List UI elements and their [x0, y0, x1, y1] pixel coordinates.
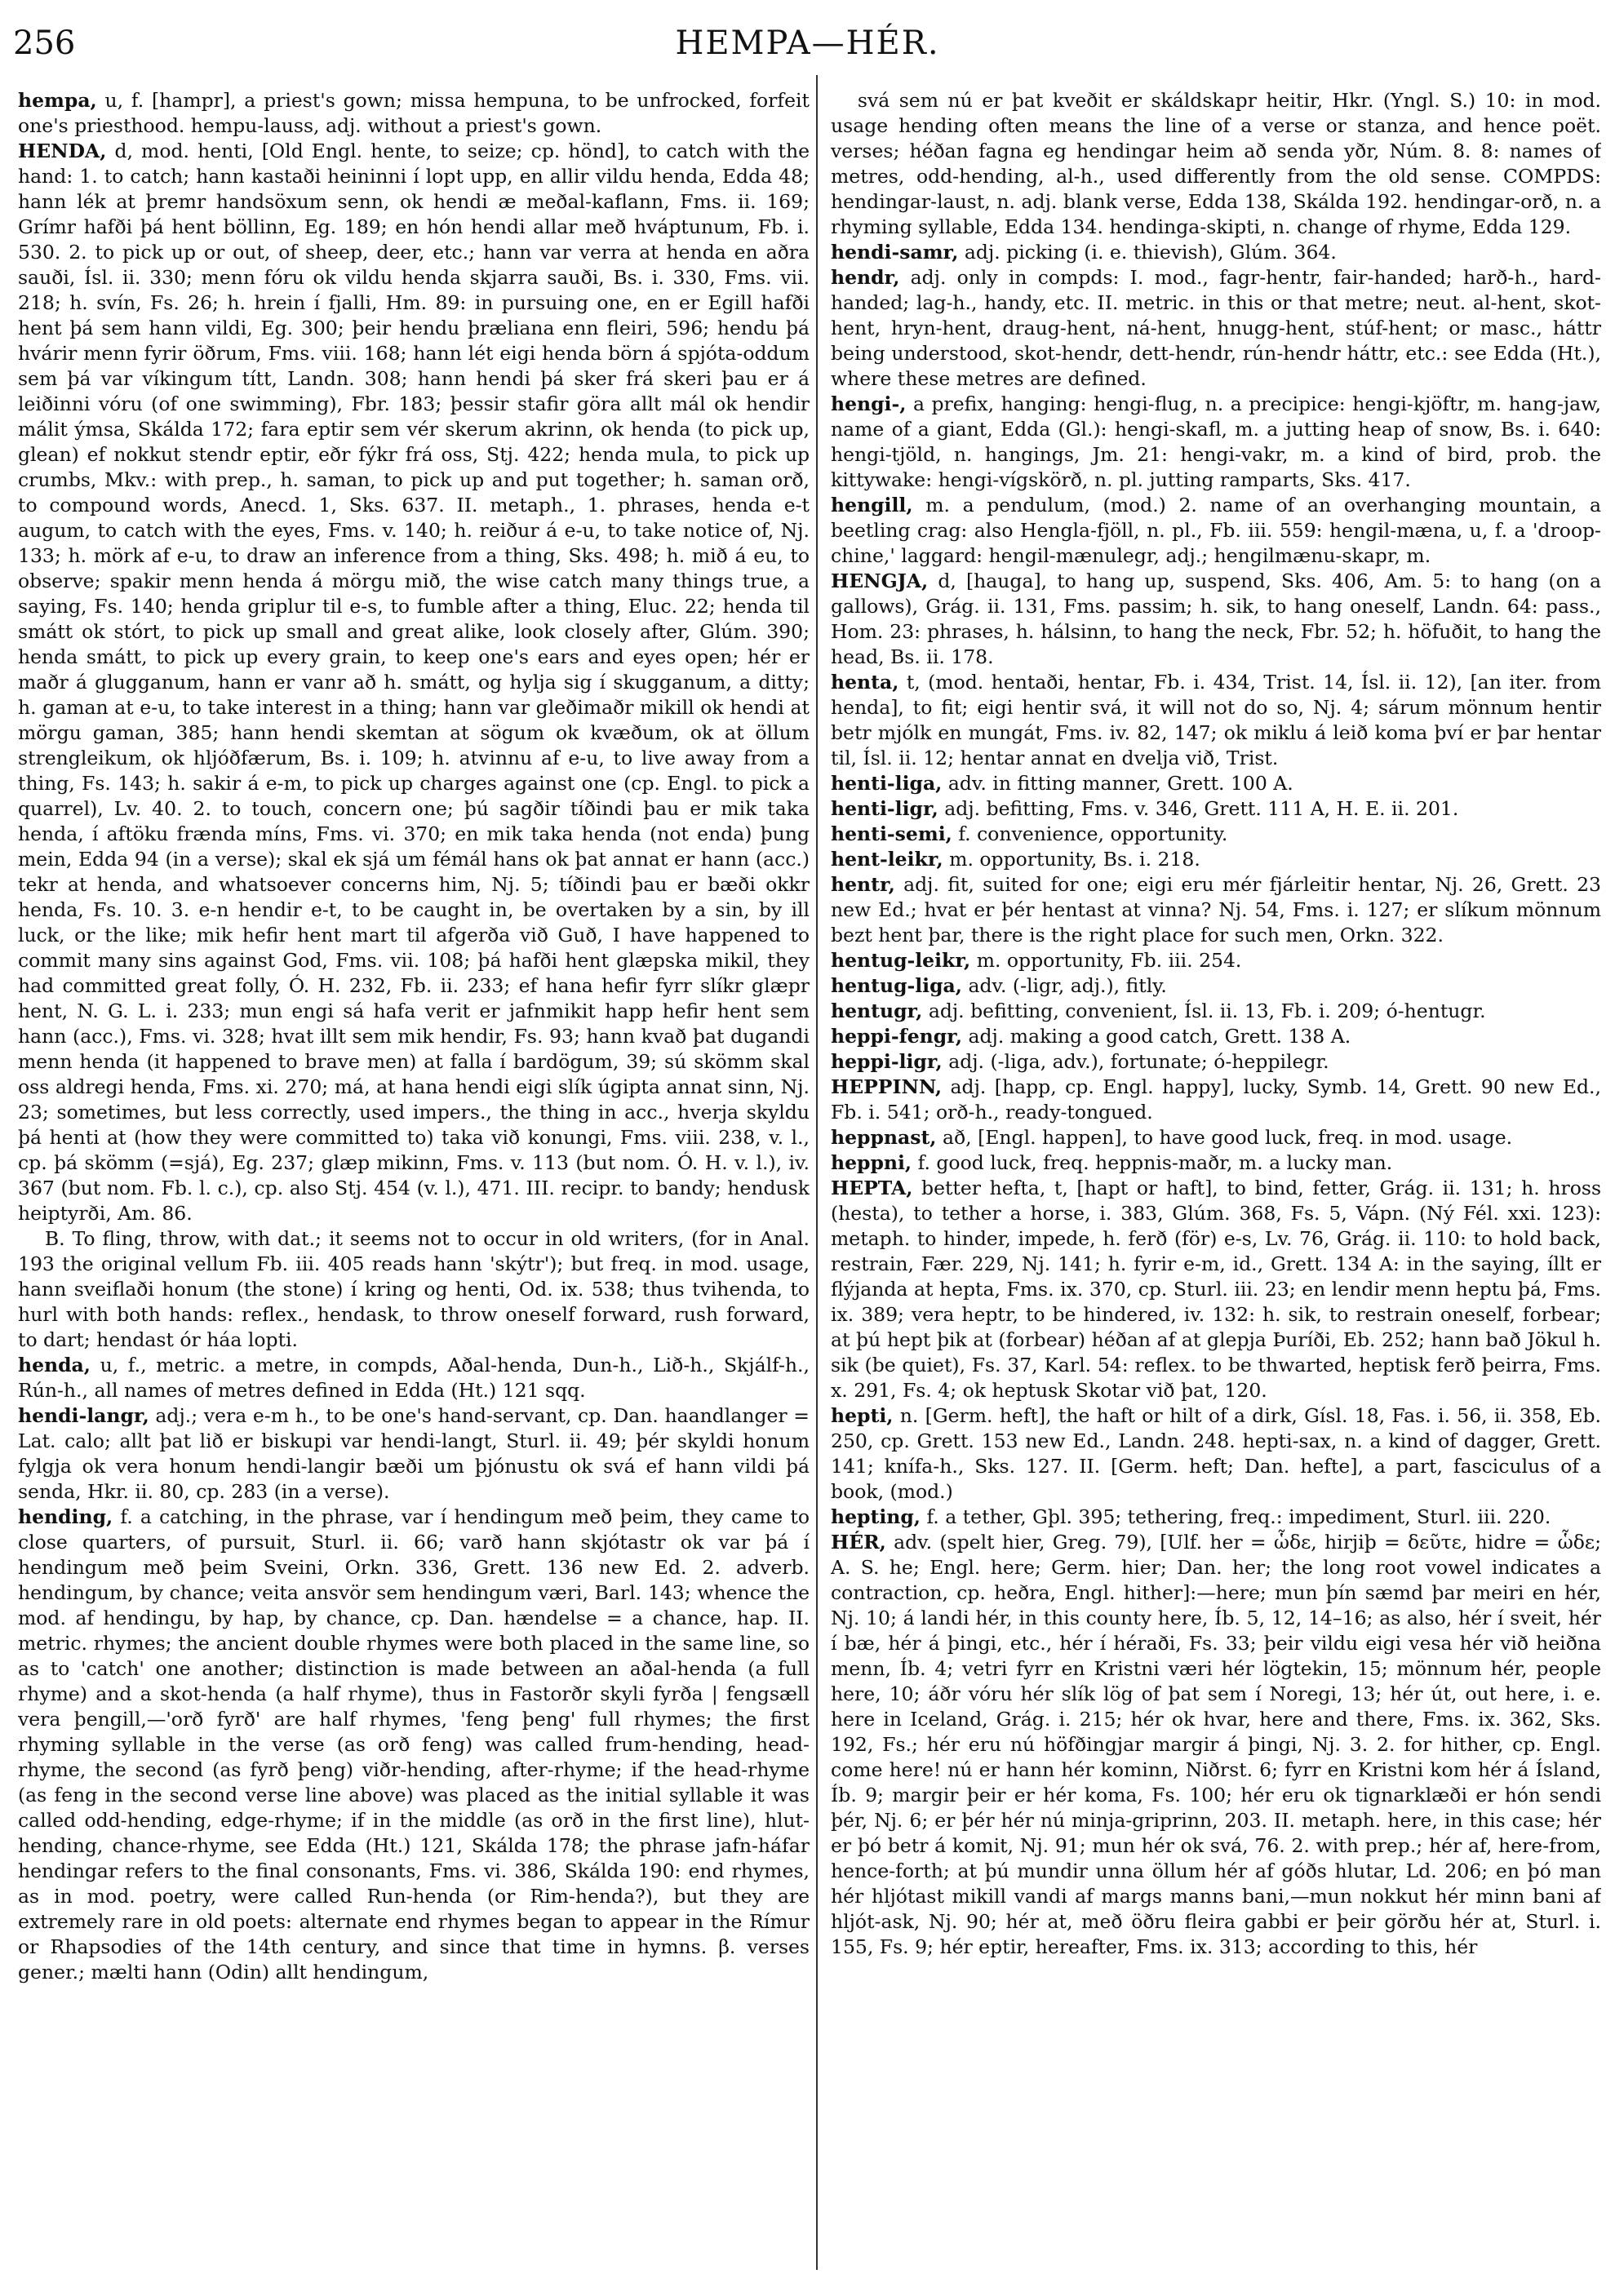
- dictionary-entry: [831, 265, 1601, 392]
- dictionary-entry: [831, 847, 1601, 872]
- right-column: [831, 88, 1601, 2275]
- dictionary-entry: [831, 872, 1601, 948]
- dictionary-entry: [831, 771, 1601, 796]
- dictionary-entry: [831, 1505, 1601, 1530]
- dictionary-entry: [831, 796, 1601, 822]
- entry-text: adj. befitting, convenient, Ísl. ii. 13, Fb. i. 209; ó-hentugr.: [928, 1000, 1486, 1022]
- entry-text: m. a pendulum, (mod.) 2. name of an overhanging mountain, a beetling crag: also Hengla-fjöll, n. pl., Fb. iii. 559: hengil-mæna, u, f. a 'droop-chine,' laggard: hengil-mænulegr, adj.; hengilmænu-skapr, m.: [831, 494, 1601, 567]
- entry-text: að, [Engl. happen], to have good luck, freq. in mod. usage.: [942, 1126, 1513, 1149]
- entry-text: t, (mod. hentaði, hentar, Fb. i. 434, Trist. 14, Ísl. ii. 12), [an iter. from henda], to fit; eigi hentir svá, it will not do so, Nj. 4; sárum mönnum hentir betr mjólk en mungát, Fms. iv. 82, 147; ok miklu á leið koma því er þar hentar til, Ísl. ii. 12; hentar annat en dvelja við, Trist.: [831, 671, 1601, 769]
- entry-text: m. opportunity, Bs. i. 218.: [949, 848, 1200, 871]
- headword: henti-semi,: [831, 822, 952, 845]
- entry-text: adj.; vera e-m h., to be one's hand-servant, cp. Dan. haandlanger = Lat. calo; allt þat lið er biskupi var hendi-langt, Sturl. ii. 49; þér skyldi honum fylgja ok vera honum hendi-langir bæði um þjónustu ok svá ef hann vildi þá senda, Hkr. ii. 80, cp. 283 (in a verse).: [18, 1404, 810, 1503]
- headword: hepting,: [831, 1505, 921, 1528]
- dictionary-entry: [18, 139, 810, 1226]
- dictionary-entry: [831, 1176, 1601, 1403]
- entry-text: f. a tether, Gþl. 395; tethering, freq.: impediment, Sturl. iii. 220.: [926, 1505, 1551, 1528]
- headword: henta,: [831, 671, 899, 694]
- headword: hending,: [18, 1505, 113, 1528]
- headword: henti-ligr,: [831, 797, 938, 820]
- headword: HEPPINN,: [831, 1075, 943, 1098]
- running-head: HEMPA—HÉR.: [675, 24, 940, 62]
- entry-text: f. good luck, freq. heppnis-maðr, m. a lucky man.: [917, 1151, 1393, 1174]
- headword: HEPTA,: [831, 1177, 913, 1199]
- headword: hendr,: [831, 266, 900, 289]
- dictionary-entry: [831, 88, 1601, 240]
- entry-text: adv. in fitting manner, Grett. 100 A.: [947, 772, 1293, 795]
- headword: hent-leikr,: [831, 848, 943, 871]
- entry-text: adj. (-liga, adv.), fortunate; ó-heppilegr.: [948, 1050, 1329, 1073]
- dictionary-entry: [831, 999, 1601, 1024]
- headword: heppni,: [831, 1151, 912, 1174]
- entry-text: n. [Germ. heft], the haft or hilt of a dirk, Gísl. 18, Fas. i. 56, ii. 358, Eb. 250, cp. Grett. 153 new Ed., Landn. 248. hepti-sax, n. a kind of dagger, Grett. 141; knífa-h., Sks. 127. II. [Germ. heft; Dan. hefte], a part, fasciculus of a book, (mod.): [831, 1404, 1601, 1503]
- left-column: [18, 88, 810, 2275]
- dictionary-entry: [831, 1049, 1601, 1075]
- entry-text: f. convenience, opportunity.: [958, 822, 1228, 845]
- dictionary-entry: [831, 1403, 1601, 1505]
- headword: henti-liga,: [831, 772, 943, 795]
- entry-text: adj. befitting, Fms. v. 346, Grett. 111 A, H. E. ii. 201.: [944, 797, 1459, 820]
- dictionary-entry: [831, 973, 1601, 999]
- dictionary-entry: [831, 1150, 1601, 1176]
- page-header: [0, 24, 1615, 73]
- page-number: 256: [13, 24, 76, 62]
- headword: hepti,: [831, 1404, 894, 1427]
- dictionary-entry: [831, 1075, 1601, 1125]
- entry-text: d, [hauga], to hang up, suspend, Sks. 406, Am. 5: to hang (on a gallows), Grág. ii. 131, Fms. passim; h. sik, to hang oneself, Landn. 64: pass., Hom. 23: phrases, h. hálsinn, to hang the neck, Fbr. 52; h. höfuðit, to hang the head, Bs. ii. 178.: [831, 570, 1601, 668]
- headword: hentug-liga,: [831, 974, 962, 997]
- entry-text: m. opportunity, Fb. iii. 254.: [976, 949, 1242, 972]
- headword: heppnast,: [831, 1126, 937, 1149]
- entry-text: adj. picking (i. e. thievish), Glúm. 364.: [964, 241, 1337, 264]
- dictionary-entry: [831, 392, 1601, 493]
- dictionary-entry: [831, 1530, 1601, 1960]
- entry-text: d, mod. henti, [Old Engl. hente, to seize; cp. hönd], to catch with the hand: 1. to catch; hann kastaði heininni í lopt upp, en allir vildu henda, Edda 48; hann lék at þremr handsöxum senn, ok hendi æ meðal-kaflann, Fms. ii. 169; Grímr hafði þá hent böllinn, Eg. 189; en hón hendi allar með hváptunum, Fb. i. 530. 2. to pick up or out, of sheep, deer, etc.; hann var verra at henda en aðra sauði, Ísl. ii. 330; menn fóru ok vildu henda skjarra sauði, Bs. i. 330, Fms. vii. 218; h. svín, Fs. 26; h. hrein í fjalli, Hm. 89: in pursuing one, en er Egill hafði hent þá sem hann vildi, Eg. 300; þeir hendu þræliana enn fleiri, 596; hendu þá hvárir menn fyrir öðrum, Fms. viii. 168; hann lét eigi henda börn á spjóta-oddum sem þá var víkingum títt, Landn. 308; hann hendi þá sker frá skeri þau er á leiðinni vóru (of one swimming), Fbr. 183; þessir stafir göra allt mál ok hendir málit ýmsa, Skálda 172; fara eptir sem vér skerum akrinn, ok henda (to pick up, glean) ef nokkut stendr eptir, eðr fýkr frá oss, Stj. 422; henda mula, to pick up crumbs, Mkv.: with prep., h. saman, to pick up and put together; h. saman orð, to compound words, Anecd. 1, Sks. 637. II. metaph., 1. phrases, henda e-t augum, to catch with the eyes, Fms. v. 140; h. reiður á e-u, to take notice of, Nj. 133; h. mörk af e-u, to draw an inference from a thing, Sks. 498; h. mið á eu, to observe; spakir menn henda á mörgu mið, the wise catch many things true, a saying, Fs. 140; henda griplur til e-s, to fumble after a thing, Eluc. 22; henda til smátt ok stórt, to pick up small and great alike, look closely after, Glúm. 390; henda smátt, to pick up every grain, to keep one's ears and eyes open; hér er maðr á glugganum, hann er vanr að h. smátt, og hylja sig í skugganum, a ditty; h. gaman at e-u, to take interest in a thing; hann var gleðimaðr mikill ok hendi at mörgu gaman, 385; hann hendi skemtan at sögum ok kvæðum, ok at öllum strengleikum, ok hljóðfærum, Bs. i. 109; h. atvinnu af e-u, to live away from a thing, Fs. 143; h. sakir á e-m, to pick up charges against one (cp. Engl. to pick a quarrel), Lv. 40. 2. to touch, concern one; þú sagðir tíðindi þau er mik taka henda, í aftöku frænda míns, Fms. vi. 370; en mik taka henda (not enda) þung mein, Edda 94 (in a verse); skal ek sjá um fémál hans ok þat annat er hann (acc.) tekr at henda, and whatsoever concerns him, Nj. 5; tíðindi þau er bæði okkr henda, Fs. 10. 3. e-n hendir e-t, to be caught in, be overtaken by a sin, by ill luck, or the like; mik hefir hent mart til afgerða við Guð, I have happened to commit many sins against God, Fms. vii. 108; þá hafði hent glæpska mikil, they had committed great folly, Ó. H. 232, Fb. ii. 233; ef hana hefir fyrr slíkr glæpr hent, N. G. L. i. 233; mun engi sá hafa verit er jafnmikit happ hefir hent sem hann (acc.), Fms. vi. 328; hvat illt sem mik hendir, Fs. 93; hann kvað þat dugandi menn henda (it happened to brave men) at falla í bardögum, 39; sú skömm skal oss aldregi henda, Fms. xi. 270; má, at hana hendi eigi slík úgipta annat sinn, Nj. 23; sometimes, but less correctly, used impers., the thing in acc., hverja skyldu þá henti at (how they were committed to) taka við konungi, Fms. viii. 238, v. l., cp. þá skömm (=sjá), Eg. 237; glæp mikinn, Fms. v. 113 (but nom. Ó. H. v. l.), iv. 367 (but nom. Fb. l. c.), cp. also Stj. 454 (v. l.), 471. III. recipr. to bandy; hendusk heiptyrði, Am. 86.: [18, 140, 810, 1225]
- dictionary-entry: [18, 88, 810, 139]
- entry-text: adj. making a good catch, Grett. 138 A.: [968, 1025, 1351, 1048]
- dictionary-entry: [831, 569, 1601, 670]
- headword: hengill,: [831, 494, 913, 516]
- entry-text: B. To fling, throw, with dat.; it seems not to occur in old writers, (for in Anal. 193 the original vellum Fb. iii. 405 reads hann 'skýtr'); but freq. in mod. usage, hann sveiflaði honum (the stone) í kring og henti, Od. ix. 538; thus tvihenda, to hurl with both hands: reflex., hendask, to throw oneself forward, rush forward, to dart; hendast ór háa lopti.: [18, 1227, 810, 1351]
- dictionary-entry: [18, 1403, 810, 1505]
- entry-text: u, f., metric. a metre, in compds, Aðal-henda, Dun-h., Lið-h., Skjálf-h., Rún-h., all names of metres defined in Edda (Ht.) 121 sqq.: [18, 1354, 810, 1402]
- entry-text: adj. only in compds: I. mod., fagr-hentr, fair-handed; harð-h., hard-handed; lag-h., handy, etc. II. metric. in this or that metre; neut. al-hent, skot-hent, hryn-hent, draug-hent, ná-hent, hnugg-hent, stúf-hent; or masc., háttr being understood, skot-hendr, dett-hendr, rún-hendr háttr, etc.: see Edda (Ht.), where these metres are defined.: [831, 266, 1601, 390]
- headword: hentr,: [831, 873, 895, 896]
- headword: hentug-leikr,: [831, 949, 971, 972]
- headword: hentugr,: [831, 1000, 923, 1022]
- entry-text: adj. fit, suited for one; eigi eru mér fjárleitir hentar, Nj. 26, Grett. 23 new Ed.; hvat er þér hentast at vinna? Nj. 54, Fms. i. 127; er slíkum mönnum bezt hent þar, there is the right place for such men, Orkn. 322.: [831, 873, 1601, 946]
- dictionary-entry: [831, 493, 1601, 569]
- headword: HENGJA,: [831, 570, 929, 592]
- entry-text: adv. (spelt hier, Greg. 79), [Ulf. her = ὧδε, hirjiþ = δεῦτε, hidre = ὧδε; A. S. he; Engl. here; Germ. hier; Dan. her; the long root vowel indicates a contraction, cp. heðra, Engl. hither]:—here; mun þín sæmd þar meiri en hér, Nj. 10; á landi hér, in this county here, Íb. 5, 12, 14–16; as also, hér í sveit, hér í bæ, hér á þingi, etc., hér í héraði, Fs. 33; þeir vildu eigi vesa hér við heiðna menn, Íb. 4; vetri fyrr en Kristni væri hér lögtekin, 15; mönnum hér, people here, 10; áðr vóru hér slík lög of þat sem í Noregi, 13; hér út, out here, i. e. here in Iceland, Grág. i. 215; hér ok hvar, here and there, Fms. ix. 362, Sks. 192, Fs.; hér eru nú höfðingjar margir á þingi, Nj. 3. 2. for hither, cp. Engl. come here! nú er hann hér kominn, Niðrst. 6; fyrr en Kristni kom hér á Ísland, Íb. 9; margir þeir er hér koma, Fs. 100; hér eru ok tignarklæði er hón sendi þér, Nj. 6; er þér hér nú minja-griprinn, 203. II. metaph. here, in this case; hér er þó betr á komit, Nj. 91; mun hér ok svá, 76. 2. with prep.; hér af, here-from, hence-forth; at þú mundir unna öllum hér af góðs hlutar, Ld. 206; en þó man hér hljótast mikill vandi af margs manns bani,—mun nokkut hér minn bani af hljót-ask, Nj. 90; hér at, með öðru fleira gabbi er þeir görðu hér at, Sturl. i. 155, Fs. 9; hér eptir, hereafter, Fms. ix. 313; according to this, hér: [831, 1531, 1601, 1958]
- entry-text: adj. [happ, cp. Engl. happy], lucky, Symb. 14, Grett. 90 new Ed., Fb. i. 541; orð-h., ready-tongued.: [831, 1075, 1601, 1124]
- headword: henda,: [18, 1354, 91, 1376]
- dictionary-entry: [831, 670, 1601, 771]
- dictionary-entry: [18, 1353, 810, 1403]
- entry-text: f. a catching, in the phrase, var í hendingum með þeim, they came to close quarters, of pursuit, Sturl. ii. 66; varð hann skjótastr ok var þá í hendingum með þeim Sveini, Orkn. 336, Grett. 136 new Ed. 2. adverb. hendingum, by chance; veita ansvör sem hendingum væri, Barl. 143; whence the mod. af hendingu, by hap, by chance, cp. Dan. hændelse = a chance, hap. II. metric. rhymes; the ancient double rhymes were both placed in the same line, so as to 'catch' one another; distinction is made between an aðal-henda (a full rhyme) and a skot-henda (a half rhyme), thus in Fastorðr skyli fyrða | fengsæll vera þengill,—'orð fyrð' are half rhymes, 'feng þeng' full rhymes; the first rhyming syllable in the verse (as orð feng) was called frum-hending, head-rhyme, the second (as fyrð þeng) viðr-hending, after-rhyme; if the head-rhyme (as feng in the second verse line above) was placed as the initial syllable it was called odd-hending, edge-rhyme; if in the middle (as orð in the first line), hlut-hending, chance-rhyme, see Edda (Ht.) 121, Skálda 178; the phrase jafn-háfar hendingar refers to the final consonants, Fms. vi. 386, Skálda 190: end rhymes, as in mod. poetry, were called Run-henda (or Rim-henda?), but they are extremely rare in old poets: alternate end rhymes began to appear in the Rímur or Rhapsodies of the 14th century, and since that time in hymns. β. verses gener.; mælti hann (Odin) allt hendingum,: [18, 1505, 810, 1984]
- dictionary-entry: [18, 1226, 810, 1353]
- entry-text: adv. (-ligr, adj.), fitly.: [968, 974, 1167, 997]
- dictionary-entry: [18, 1505, 810, 1985]
- entry-text: better hefta, t, [hapt or haft], to bind, fetter, Grág. ii. 131; h. hross (hesta), to tether a horse, i. 383, Glúm. 368, Fs. 5, Vápn. (Ný Fél. xxi. 123): metaph. to hinder, impede, h. ferð (för) e-s, Lv. 76, Grág. ii. 110: to hold back, restrain, Fær. 229, Nj. 141; h. fyrir e-m, id., Grett. 134 A: in the saying, íllt er flýjanda at hepta, Fms. ix. 370, cp. Sturl. iii. 23; en lendir menn heptu þá, Fms. ix. 389; vera heptr, to be hindered, iv. 132: h. sik, to restrain oneself, forbear; at þú hept þik at (forbear) héðan af at glepja Þuríði, Eb. 252; hann bað Jökul h. sik (be quiet), Fs. 37, Karl. 54: reflex. to be thwarted, heptisk ferð þeirra, Fms. x. 291, Fs. 4; ok heptusk Skotar við þat, 120.: [831, 1177, 1601, 1402]
- headword: HENDA,: [18, 140, 107, 162]
- column-divider: [816, 75, 818, 2270]
- entry-text: a prefix, hanging: hengi-flug, n. a precipice: hengi-kjöftr, m. hang-jaw, name of a giant, Edda (Gl.): hengi-skafl, m. a jutting heap of snow, Bs. i. 640: hengi-tjöld, n. hangings, Jm. 21: hengi-vakr, m. a kind of bird, prob. the kittywake: hengi-vígskörð, n. pl. jutting ramparts, Sks. 417.: [831, 392, 1601, 491]
- headword: hendi-samr,: [831, 241, 959, 264]
- headword: hendi-langr,: [18, 1404, 149, 1427]
- headword: hempa,: [18, 89, 97, 112]
- headword: heppi-fengr,: [831, 1025, 963, 1048]
- headword: hengi-,: [831, 392, 907, 415]
- entry-text: svá sem nú er þat kveðit er skáldskapr heitir, Hkr. (Yngl. S.) 10: in mod. usage hending often means the line of a verse or stanza, and hence poët. verses; héðan fagna eg hendingar heim að senda yðr, Núm. 8. 8: names of metres, odd-hending, al-h., used differently from the old sense. COMPDS: hendingar-laust, n. adj. blank verse, Edda 138, Skálda 192. hendingar-orð, n. a rhyming syllable, Edda 134. hendinga-skipti, n. change of rhyme, Edda 129.: [831, 89, 1601, 238]
- dictionary-entry: [831, 948, 1601, 973]
- entry-text: u, f. [hampr], a priest's gown; missa hempuna, to be unfrocked, forfeit one's priesthood. hempu-lauss, adj. without a priest's gown.: [18, 89, 810, 137]
- headword: HÉR,: [831, 1531, 886, 1554]
- dictionary-entry: [831, 822, 1601, 847]
- dictionary-entry: [831, 240, 1601, 265]
- headword: heppi-ligr,: [831, 1050, 943, 1073]
- dictionary-entry: [831, 1125, 1601, 1150]
- dictionary-entry: [831, 1024, 1601, 1049]
